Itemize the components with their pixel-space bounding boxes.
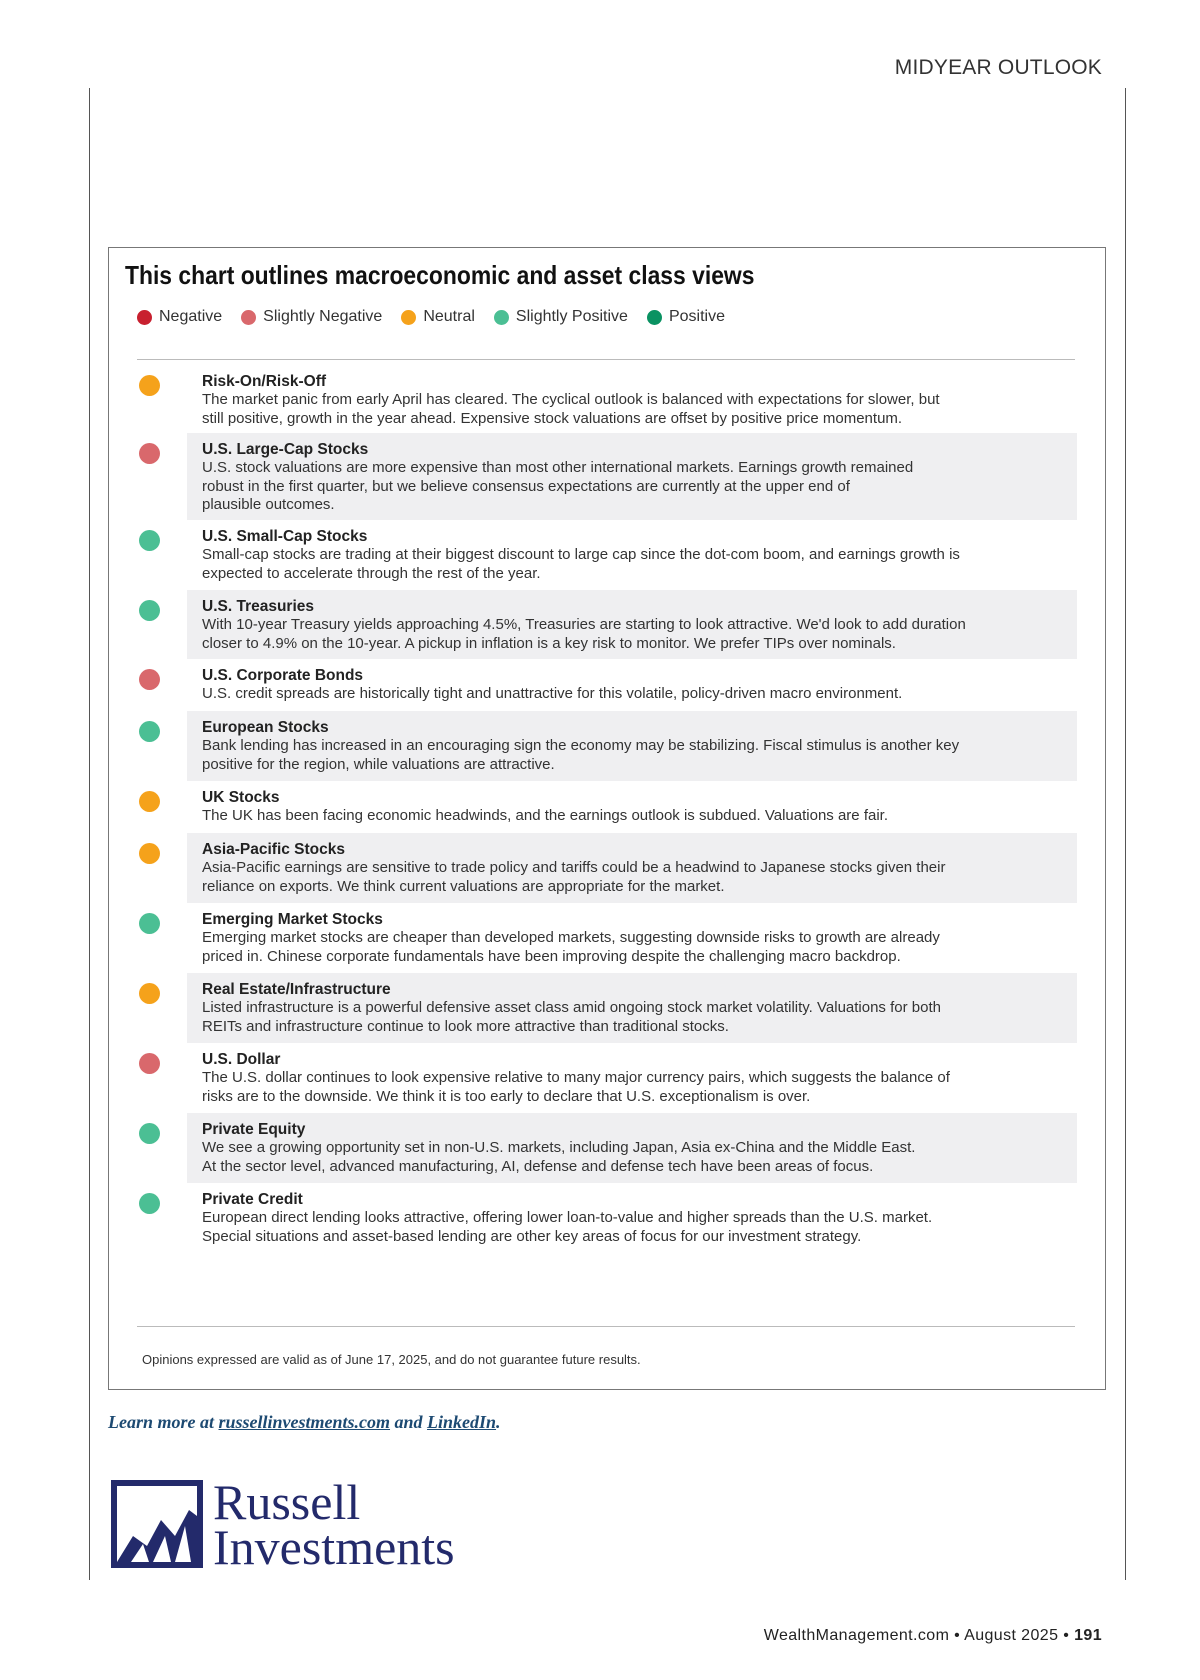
- legend: [137, 308, 744, 326]
- view-description-line: At the sector level, advanced manufacturing, AI, defense and defense tech have been areas of focus.: [202, 1157, 874, 1175]
- view-text: [202, 659, 1062, 704]
- view-description-line: expected to accelerate through the rest of the year.: [202, 564, 541, 582]
- neutral-dot-icon: [401, 310, 416, 325]
- view-row: [109, 365, 1107, 433]
- view-row: [109, 433, 1107, 520]
- view-description-line: plausible outcomes.: [202, 496, 335, 513]
- view-name: U.S. Dollar: [202, 1051, 281, 1068]
- view-description-line: We see a growing opportunity set in non-U.S. markets, including Japan, Asia ex-China and the Middle East.: [202, 1139, 916, 1156]
- view-row: [109, 1183, 1107, 1253]
- left-margin-rule: [89, 88, 90, 1580]
- legend-item-positive: [647, 308, 725, 326]
- view-row: [109, 590, 1107, 659]
- divider-bottom: [137, 1326, 1075, 1327]
- view-description-line: Small-cap stocks are trading at their biggest discount to large cap since the dot-com boom, and earnings growth is: [202, 546, 960, 563]
- logo-word-investments: Investments: [213, 1519, 455, 1575]
- page-number: 191: [1074, 1627, 1102, 1644]
- view-description-line: reliance on exports. We think current valuations are appropriate for the market.: [202, 877, 725, 895]
- view-description-line: Emerging market stocks are cheaper than developed markets, suggesting downside risks to growth are already: [202, 929, 940, 946]
- rating-dot-icon: [139, 1053, 160, 1074]
- view-name: Private Credit: [202, 1191, 303, 1208]
- view-row: [109, 903, 1107, 973]
- view-text: [202, 1113, 1062, 1176]
- rating-dot-icon: [139, 530, 160, 551]
- footer-separator: •: [949, 1627, 965, 1644]
- rating-dot-icon: [139, 983, 160, 1004]
- view-name: U.S. Small-Cap Stocks: [202, 528, 368, 545]
- footer-separator: •: [1058, 1627, 1075, 1644]
- view-name: Risk-On/Risk-Off: [202, 373, 327, 390]
- view-text: [202, 781, 1062, 826]
- view-description-line: The U.S. dollar continues to look expensive relative to many major currency pairs, which suggests the balance of: [202, 1069, 950, 1086]
- view-description-line: The market panic from early April has cleared. The cyclical outlook is balanced with expectations for slower, but: [202, 391, 940, 408]
- view-text: [202, 711, 1062, 774]
- view-description-line: With 10-year Treasury yields approaching 4.5%, Treasuries are starting to look attractive. We'd look to add duration: [202, 616, 966, 633]
- learn-more-line: [108, 1412, 501, 1433]
- legend-label: Slightly Positive: [515, 308, 628, 325]
- learn-more-prefix: Learn more at: [108, 1412, 219, 1432]
- view-text: [202, 833, 1062, 896]
- rating-dot-icon: [139, 600, 160, 621]
- view-description-line: U.S. credit spreads are historically tight and unattractive for this volatile, policy-driven macro environment.: [202, 685, 903, 702]
- rating-dot-icon: [139, 1193, 160, 1214]
- view-text: [202, 520, 1062, 583]
- learn-more-suffix: .: [496, 1412, 501, 1432]
- view-description-line: Bank lending has increased in an encouraging sign the economy may be stabilizing. Fiscal stimulus is another key: [202, 737, 960, 754]
- view-name: Private Equity: [202, 1121, 306, 1138]
- view-row: [109, 659, 1107, 711]
- right-margin-rule: [1125, 88, 1126, 1580]
- view-description-line: closer to 4.9% on the 10-year. A pickup in inflation is a key risk to monitor. We prefer TIPs over nominals.: [202, 634, 896, 652]
- view-text: [202, 433, 1062, 515]
- view-text: [202, 365, 1062, 428]
- view-row: [109, 833, 1107, 903]
- footnote: Opinions expressed are valid as of June 17, 2025, and do not guarantee future results.: [142, 1352, 641, 1367]
- negative-dot-icon: [137, 310, 152, 325]
- rating-dot-icon: [139, 443, 160, 464]
- slightly-negative-dot-icon: [241, 310, 256, 325]
- legend-label: Positive: [668, 308, 725, 325]
- view-description-line: risks are to the downside. We think it is too early to declare that U.S. exceptionalism is over.: [202, 1087, 811, 1105]
- view-description-line: positive for the region, while valuations are attractive.: [202, 755, 555, 773]
- legend-label: Slightly Negative: [263, 308, 383, 325]
- rating-dot-icon: [139, 669, 160, 690]
- view-name: Emerging Market Stocks: [202, 911, 383, 928]
- positive-dot-icon: [647, 310, 662, 325]
- logo-word-russell: Russell: [213, 1474, 361, 1530]
- rating-dot-icon: [139, 721, 160, 742]
- views-list: [109, 365, 1107, 1253]
- view-name: Real Estate/Infrastructure: [202, 981, 391, 998]
- view-text: [202, 903, 1062, 966]
- view-name: U.S. Large-Cap Stocks: [202, 441, 369, 458]
- learn-more-middle: and: [390, 1412, 428, 1432]
- view-text: [202, 1183, 1062, 1246]
- logo-mark-icon: [111, 1480, 203, 1568]
- view-row: [109, 781, 1107, 833]
- legend-item-neutral: [401, 308, 475, 326]
- view-description-line: Listed infrastructure is a powerful defensive asset class amid ongoing stock market volatility. Valuations for both: [202, 999, 941, 1016]
- view-row: [109, 520, 1107, 590]
- view-row: [109, 1113, 1107, 1183]
- view-description-line: Special situations and asset-based lending are other key areas of focus for our investment strategy.: [202, 1227, 862, 1245]
- legend-item-slightly-positive: [494, 308, 628, 326]
- legend-item-slightly-negative: [241, 308, 382, 326]
- view-name: UK Stocks: [202, 789, 280, 806]
- view-name: Asia-Pacific Stocks: [202, 841, 346, 858]
- view-description-line: U.S. stock valuations are more expensive than most other international markets. Earnings growth remained: [202, 459, 914, 476]
- view-description-line: still positive, growth in the year ahead. Expensive stock valuations are offset by positive price momentum.: [202, 409, 903, 427]
- linkedin-link[interactable]: LinkedIn: [427, 1412, 497, 1432]
- chart-title: This chart outlines macroeconomic and asset class views: [125, 260, 755, 290]
- rating-dot-icon: [139, 375, 160, 396]
- view-description-line: European direct lending looks attractive, offering lower loan-to-value and higher spreads than the U.S. market.: [202, 1209, 933, 1226]
- view-description-line: Asia-Pacific earnings are sensitive to trade policy and tariffs could be a headwind to Japanese stocks given their: [202, 859, 946, 876]
- russell-website-link[interactable]: russellinvestments.com: [218, 1412, 391, 1432]
- page-footer: [764, 1627, 1102, 1645]
- slightly-positive-dot-icon: [494, 310, 509, 325]
- view-text: [202, 973, 1062, 1036]
- view-description-line: priced in. Chinese corporate fundamentals have been improving despite the challenging macro backdrop.: [202, 947, 901, 965]
- view-row: [109, 711, 1107, 781]
- publication-name: WealthManagement.com: [763, 1627, 950, 1644]
- divider-top: [137, 359, 1075, 360]
- view-description-line: The UK has been facing economic headwinds, and the earnings outlook is subdued. Valuations are fair.: [202, 807, 888, 824]
- views-chart-card: [108, 247, 1106, 1390]
- section-label: MIDYEAR OUTLOOK: [894, 56, 1102, 79]
- view-name: U.S. Treasuries: [202, 598, 315, 615]
- view-name: European Stocks: [202, 719, 329, 736]
- legend-item-negative: [137, 308, 222, 326]
- issue-date: August 2025: [964, 1627, 1059, 1644]
- legend-label: Neutral: [423, 308, 475, 325]
- rating-dot-icon: [139, 843, 160, 864]
- view-name: U.S. Corporate Bonds: [202, 667, 364, 684]
- legend-label: Negative: [159, 308, 223, 325]
- view-description-line: REITs and infrastructure continue to look more attractive than traditional stocks.: [202, 1017, 729, 1035]
- russell-investments-logo: [111, 1474, 455, 1575]
- rating-dot-icon: [139, 1123, 160, 1144]
- view-text: [202, 590, 1062, 653]
- view-description-line: robust in the first quarter, but we believe consensus expectations are currently at the upper end of: [202, 477, 850, 495]
- view-row: [109, 1043, 1107, 1113]
- rating-dot-icon: [139, 791, 160, 812]
- rating-dot-icon: [139, 913, 160, 934]
- view-text: [202, 1043, 1062, 1106]
- view-row: [109, 973, 1107, 1043]
